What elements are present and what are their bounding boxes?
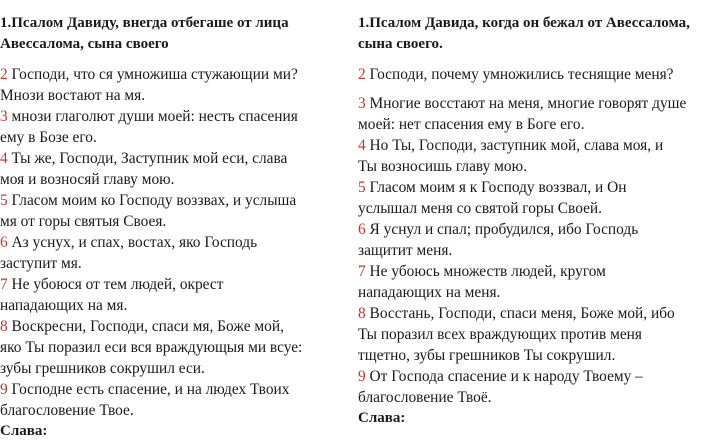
verse-text: Гласом моим я к Господу воззвал, и Он услышал меня со святой горы Своей. [358, 179, 627, 217]
right-psalm-title [358, 13, 717, 55]
verse-number: 4 [0, 150, 8, 167]
left-verse-2 [0, 64, 350, 106]
right-title-line-1: 1.Псалом Давида, когда он бежал от Авессалома, [358, 15, 690, 31]
verse-number: 4 [358, 137, 366, 154]
left-verse-8 [0, 316, 350, 379]
verse-number: 8 [358, 305, 366, 322]
verse-number: 9 [0, 381, 8, 398]
left-slava-heading: Слава: [0, 423, 48, 439]
verse-number: 8 [0, 318, 8, 335]
spacer [358, 85, 717, 93]
verse-text: Ты же, Господи, Заступник мой еси, слава моя и возносяй главу мою. [0, 150, 288, 188]
left-psalm-title [0, 13, 350, 55]
verse-number: 2 [0, 66, 8, 83]
left-verse-5 [0, 190, 350, 232]
right-title-line-2: сына своего. [358, 36, 443, 52]
left-verse-6 [0, 232, 350, 274]
verse-text: Господи, почему умножились теснящие меня? [365, 66, 674, 83]
verse-number: 6 [0, 234, 8, 251]
left-title-line-1: 1.Псалом Давиду, внегда отбегаше от лица [0, 15, 289, 31]
verse-number: 7 [0, 276, 8, 293]
right-verse-4 [358, 135, 717, 177]
left-column-slavonic [0, 0, 350, 441]
right-column-russian [358, 0, 717, 428]
verse-text: Воскресни, Господи, спаси мя, Боже мой, яко Ты поразил еси вся враждующыя ми всуе: зубы грешников сокрушил еси. [0, 318, 303, 377]
verse-text: Я уснул и спал; пробудился, ибо Господь защитит меня. [358, 221, 639, 259]
left-verse-3 [0, 106, 350, 148]
right-verse-6 [358, 219, 717, 261]
verse-number: 3 [358, 95, 366, 112]
right-verse-9 [358, 366, 717, 408]
right-verse-7 [358, 261, 717, 303]
verse-text: Гласом моим ко Господу воззвах, и услыша мя от горы святыя Своея. [0, 192, 297, 230]
verse-number: 9 [358, 368, 366, 385]
left-verse-7 [0, 274, 350, 316]
right-verse-2 [358, 64, 717, 85]
left-verse-9 [0, 379, 350, 421]
right-verse-3 [358, 93, 717, 135]
verse-number: 5 [358, 179, 366, 196]
verse-text: Многие восстают на меня, многие говорят душе моей: нет спасения ему в Боге его. [358, 95, 687, 133]
verse-text: мнози глаголют души моей: несть спасения ему в Бозе его. [0, 108, 298, 146]
left-title-line-2: Авессалома, сына своего [0, 36, 169, 52]
verse-number: 2 [358, 66, 366, 83]
verse-text: Не убоюся от тем людей, окрест нападающих на мя. [0, 276, 224, 314]
verse-text: Аз уснух, и спах, востах, яко Господь заступит мя. [0, 234, 258, 272]
right-verse-5 [358, 177, 717, 219]
verse-number: 7 [358, 263, 366, 280]
verse-text: Господи, что ся умножиша стужающии ми? Мнози востают на мя. [0, 66, 298, 104]
right-verse-8 [358, 303, 717, 366]
left-verse-4 [0, 148, 350, 190]
verse-text: Не убоюсь множеств людей, кругом нападающих на меня. [358, 263, 606, 301]
verse-text: От Господа спасение и к народу Твоему – благословение Твоё. [358, 368, 643, 406]
verse-number: 3 [0, 108, 8, 125]
right-slava-heading: Слава: [358, 410, 406, 426]
verse-text: Восстань, Господи, спаси меня, Боже мой, ибо Ты поразил всех враждующих против меня тщетно, зубы грешников Ты сокрушил. [358, 305, 675, 364]
verse-number: 6 [358, 221, 366, 238]
verse-text: Но Ты, Господи, заступник мой, слава моя, и Ты возносишь главу мою. [358, 137, 664, 175]
verse-text: Господне есть спасение, и на людех Твоих благословение Твое. [0, 381, 290, 419]
verse-number: 5 [0, 192, 8, 209]
